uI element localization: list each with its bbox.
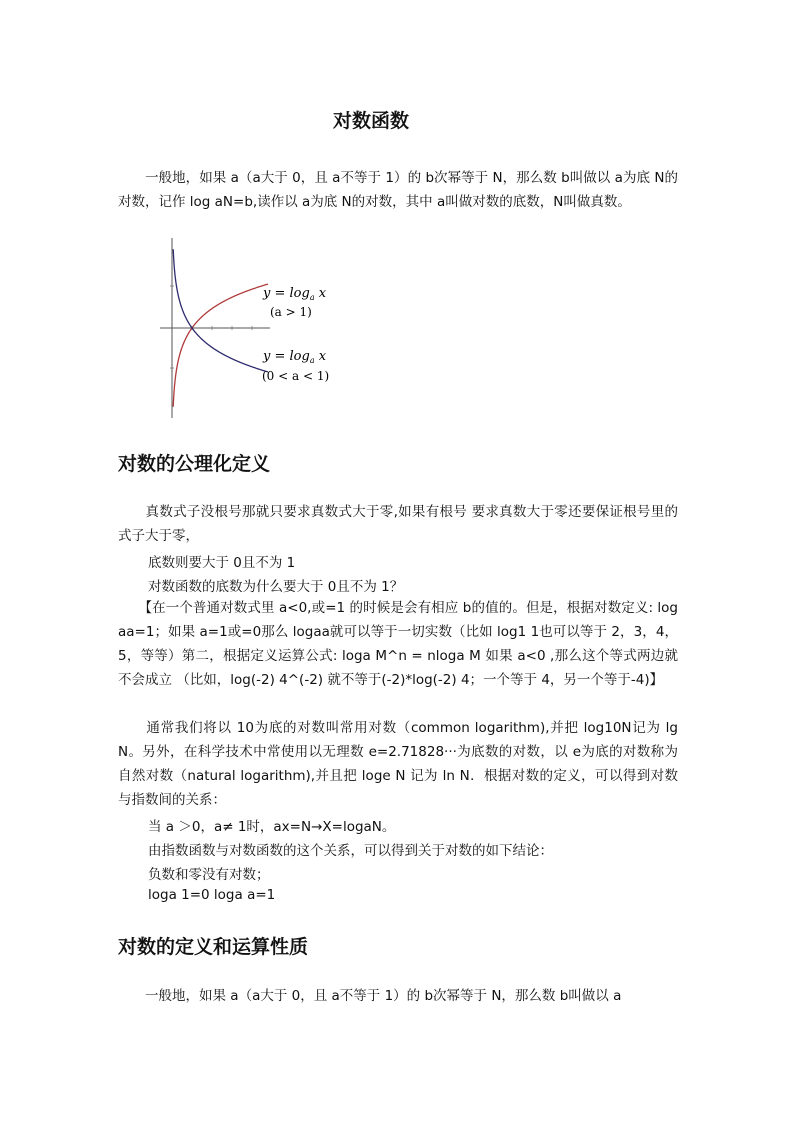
section1-line-identities: loga 1=0 loga a=1 [148,887,276,903]
decreasing-log-curve [173,249,268,372]
graph-label-increasing: $y = \log_a x$ [263,286,327,302]
section1-paragraph-1: 真数式子没根号那就只要求真数式大于零,如果有根号 要求真数大于零还要保证根号里的式子大于零， [118,504,678,544]
section2-paragraph-1: 一般地，如果 a（a大于 0，且 a不等于 1）的 b次幂等于 N，那么数 b叫做以 a [118,988,622,1004]
section1-line-conclusion: 由指数函数与对数函数的这个关系，可以得到关于对数的如下结论： [148,843,553,859]
section1-line-no-log: 负数和零没有对数； [148,867,270,883]
axis-ticks [170,286,252,368]
graph-condition-decreasing: (0 < a < 1) [262,369,330,383]
log-function-graph [150,236,350,422]
section1-line-relation: 当 a ＞0，a≠ 1时，ax=N→X=logaN。 [148,819,396,835]
page-title: 对数函数 [332,110,409,132]
section1-line-base-rule: 底数则要大于 0且不为 1 [148,555,296,571]
intro-paragraph: 一般地，如果 a（a大于 0，且 a不等于 1）的 b次幂等于 N，那么数 b叫做以 a为底 N的对数，记作 log aN=b,读作以 a为底 N的对数，其中 a叫做对数的底数，N叫做真数。 [118,170,678,210]
section1-line-question: 对数函数的底数为什么要大于 0且不为 1？ [148,579,404,595]
section1-paragraph-common-log: 通常我们将以 10为底的对数叫常用对数（common logarithm),并把 log10N记为 lgN。另外，在科学技术中常使用以无理数 e=2.71828···为底数的对数，以 e为底的对数称为自然对数（natural logarithm),并且把 loge N 记为 ln N．根据对数的定义，可以得到对数与指数间的关系： [118,720,678,808]
increasing-log-curve [173,284,268,407]
graph-label-decreasing: $y = \log_a x$ [263,349,327,365]
section-heading-definition: 对数的定义和运算性质 [118,936,309,958]
section1-paragraph-explanation: 【在一个普通对数式里 a<0,或=1 的时候是会有相应 b的值的。但是，根据对数定义: logaa=1；如果 a=1或=0那么 logaa就可以等于一切实数（比如 log1 1也可以等于 2，3，4，5，等等）第二，根据定义运算公式: loga M^n = nloga M 如果 a<0 ,那么这个等式两边就不会成立 （比如，log(-2) 4^(-2) 就不等于(-2)*log(-2) 4；一个等于 4，另一个等于-4)】 [118,600,678,688]
graph-condition-increasing: (a > 1) [270,305,312,319]
section-heading-axiomatic: 对数的公理化定义 [118,453,271,475]
